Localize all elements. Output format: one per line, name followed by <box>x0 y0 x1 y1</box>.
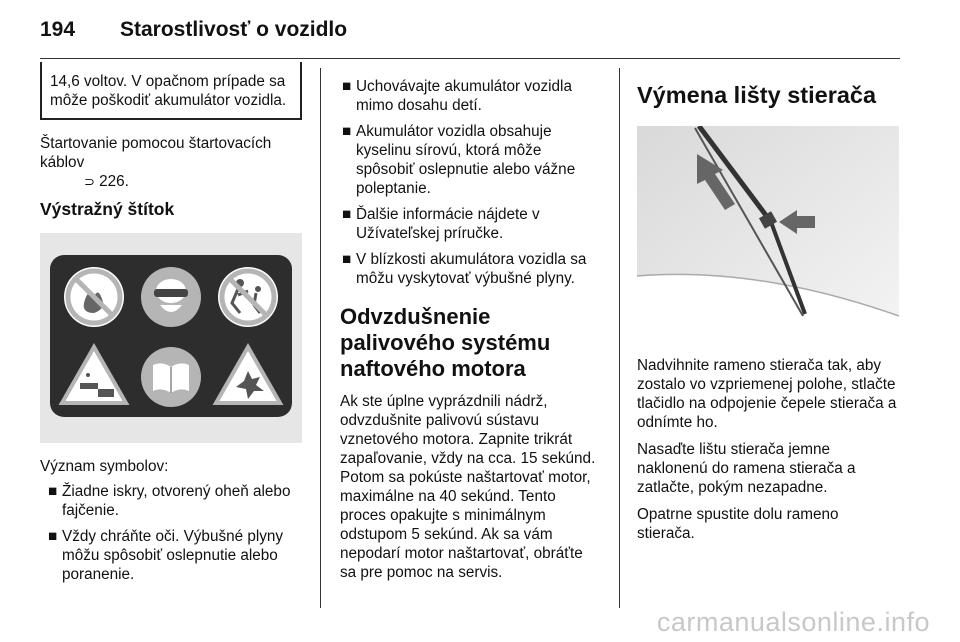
bullet-icon: ■ <box>48 528 58 545</box>
keep-children-away-icon <box>218 267 278 327</box>
wiper-step-3: Opatrne spustite dolu rameno stierača. <box>637 506 839 542</box>
read-manual-icon <box>141 347 201 407</box>
warning-label-image <box>40 233 302 443</box>
bullet-icon: ■ <box>342 206 352 223</box>
eye-protection-icon <box>141 267 201 327</box>
wiper-step-2: Nasaďte lištu stierača jemne naklonenú do ramena stierača a zatlačte, pokým nezapadne. <box>637 441 856 496</box>
symbols-intro: Význam symbolov: <box>40 458 169 475</box>
battery-warnings-list <box>340 77 602 288</box>
wiper-blade-image <box>637 126 899 336</box>
jump-start-reference <box>40 134 302 192</box>
wiper-blade-heading: Výmena lišty stierača <box>637 82 877 108</box>
fuel-bleeding-body: Ak ste úplne vyprázdnili nádrž, odvzdušnite palivovú sústavu vznetového motora. Zapnite trikrát zapaľovanie, vždy na cca. 15 sekúnd. Potom sa pokúste naštartovať motor, maximálne na 40 sekúnd. Tento proces opakujte s minimálnym odstupom 5 sekúnd. Ak sa vám nepodarí motor naštartovať, obráťte sa pre pomoc na servis. <box>340 393 596 581</box>
jump-start-text: Štartovanie pomocou štartovacích káblov <box>40 135 272 171</box>
warning-label-heading: Výstražný štítok <box>40 199 175 219</box>
fuel-bleeding-heading: Odvzdušnenie palivového systému naftového motora <box>340 304 551 381</box>
column-divider-1 <box>320 68 321 608</box>
list-item: ■ Ďalšie informácie nájdete v Užívateľskej príručke. <box>342 206 540 242</box>
column-1 <box>40 62 302 591</box>
page-title: Starostlivosť o vozidlo <box>120 18 348 41</box>
bullet-icon: ■ <box>342 123 352 140</box>
bullet-icon: ■ <box>342 78 352 95</box>
bullet-icon: ■ <box>342 251 352 268</box>
wiper-replacement-icon <box>637 126 899 336</box>
column-divider-2 <box>619 68 620 608</box>
no-fire-icon <box>64 267 124 327</box>
wiper-step-1: Nadvihnite rameno stierača tak, aby zostalo vo vzpriemenej polohe, stlačte tlačidlo na odpojenie čepele stierača a odnímte ho. <box>637 357 897 431</box>
column-3 <box>637 74 899 551</box>
note-box <box>40 62 302 120</box>
note-text: 14,6 voltov. V opačnom prípade sa môže poškodiť akumulátor vozidla. <box>50 73 287 109</box>
jump-start-page-link[interactable]: 226. <box>99 173 129 190</box>
symbols-list <box>40 482 302 584</box>
list-item: ■ Žiadne iskry, otvorený oheň alebo fajčenie. <box>48 483 291 519</box>
watermark: carmanualsonline.info <box>656 607 930 637</box>
page-header <box>40 18 347 42</box>
page-number: 194 <box>40 18 76 41</box>
list-item: ■ Vždy chráňte oči. Výbušné plyny môžu spôsobiť oslepnutie alebo poranenie. <box>48 528 284 583</box>
arrow-ref-icon: ⊃ <box>84 175 95 190</box>
header-rule <box>40 58 900 59</box>
list-item: ■ Akumulátor vozidla obsahuje kyselinu sírovú, ktorá môže spôsobiť oslepnutie alebo vážne poleptanie. <box>342 123 576 197</box>
column-2 <box>340 77 602 590</box>
list-item: ■ Uchovávajte akumulátor vozidla mimo dosahu detí. <box>342 78 572 114</box>
bullet-icon: ■ <box>48 483 58 500</box>
battery-warning-symbols-icon <box>40 233 302 443</box>
list-item: ■ V blízkosti akumulátora vozidla sa môžu vyskytovať výbušné plyny. <box>342 251 587 287</box>
